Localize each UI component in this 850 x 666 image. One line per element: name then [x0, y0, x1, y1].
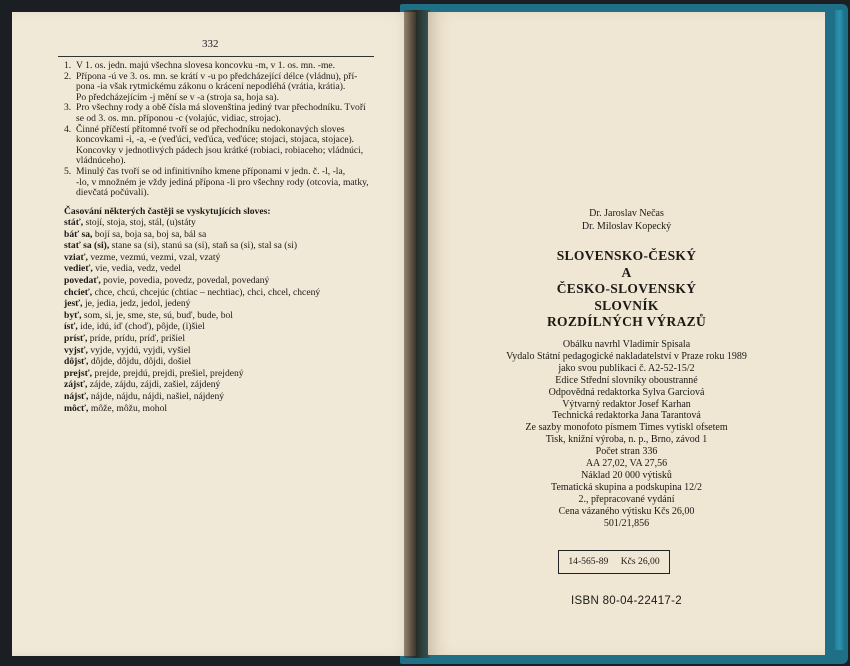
title-line: SLOVENSKO-ČESKÝ: [556, 248, 697, 263]
author-name: Dr. Jaroslav Nečas: [589, 208, 664, 219]
cover-edge: [835, 10, 845, 650]
conjugation-entry: [64, 287, 380, 299]
credit-line: 2., přepracované vydání: [578, 493, 675, 505]
conjugation-entry: [64, 298, 380, 310]
conjugation-entry: [64, 356, 380, 368]
credit-line: Počet stran 336: [595, 446, 658, 458]
note-number: 5.: [64, 165, 72, 177]
grammar-notes: [64, 61, 378, 199]
verb-infinitive: prísť,: [64, 332, 88, 344]
note-number: 4.: [64, 123, 72, 135]
grammar-note: [64, 103, 378, 124]
book-title: [428, 248, 825, 331]
conjugation-list: [64, 217, 380, 414]
credit-line: AA 27,02, VA 27,56: [585, 458, 668, 470]
conjugation-entry: [64, 263, 380, 275]
credit-line: Vydalo Státní pedagogické nakladatelství v Praze roku 1989: [506, 350, 747, 362]
grammar-note: [64, 125, 378, 167]
credit-line: jako svou publikaci č. A2-52-15/2: [558, 362, 695, 374]
verb-forms: príde, prídu, príď, prišiel: [87, 332, 185, 344]
verb-forms: prejde, prejdú, prejdi, prešiel, prejdený: [92, 367, 244, 379]
verb-infinitive: byť,: [64, 309, 82, 321]
verb-infinitive: vedieť,: [64, 263, 93, 275]
note-line: pona -ia však rytmickému zákonu o krácení nepodléhá (vrátia, krátia).: [76, 81, 346, 93]
verb-infinitive: stáť,: [64, 217, 84, 228]
credit-line: Tematická skupina a podskupina 12/2: [551, 481, 702, 493]
header-rule: [58, 56, 374, 57]
publication-credits: [428, 339, 825, 530]
verb-infinitive: dôjsť,: [64, 356, 89, 368]
verb-infinitive: jesť,: [64, 298, 83, 310]
verb-forms: vyjde, vyjdú, vyjdi, vyšiel: [87, 344, 191, 356]
title-line: ROZDÍLNÝCH VÝRAZŮ: [547, 314, 706, 329]
note-line: vládnúceho).: [76, 155, 126, 167]
grammar-note: [64, 72, 378, 104]
price: Kčs 26,00: [620, 556, 660, 567]
verb-infinitive: nájsť,: [64, 390, 89, 402]
grammar-note: [64, 167, 378, 199]
conjugation-title: Časování některých častěji se vyskytujících sloves:: [64, 206, 271, 217]
note-line: Přípona -ú ve 3. os. mn. se krátí v -u po předcházející délce (vládnu), pří-: [76, 70, 358, 82]
note-line: V 1. os. jedn. majú všechna slovesa koncovku -m, v 1. os. mn. -me.: [76, 60, 336, 71]
conjugation-entry: [64, 252, 380, 264]
credit-line: Náklad 20 000 výtisků: [581, 469, 672, 481]
right-page: [428, 12, 825, 655]
verb-infinitive: báť sa,: [64, 228, 93, 240]
verb-forms: zájde, zájdu, zájdi, zašiel, zájdený: [87, 379, 221, 391]
credit-line: Cena vázaného výtisku Kčs 26,00: [558, 505, 695, 517]
title-line: A: [621, 264, 632, 280]
credit-line: Tisk, knižní výroba, n. p., Brno, závod 1: [545, 434, 708, 446]
credit-line: 501/21,856: [603, 517, 650, 529]
conjugation-entry: [64, 379, 380, 391]
verb-forms: vie, vedia, vedz, vedel: [92, 263, 181, 275]
verb-forms: dôjde, dôjdu, dôjdi, došiel: [88, 356, 192, 368]
credit-line: Technická redaktorka Jana Tarantová: [552, 410, 701, 422]
catalog-code: 14-565-89: [568, 556, 609, 567]
verb-forms: stane sa (si), stanú sa (si), staň sa (si), stal sa (si): [109, 240, 298, 252]
conjugation-entry: [64, 368, 380, 380]
conjugation-entry: [64, 240, 380, 252]
note-line: Činné příčestí přítomné tvoří se od přechodníku nedokonavých sloves: [76, 123, 345, 135]
verb-infinitive: povedať,: [64, 274, 101, 286]
verb-infinitive: stať sa (si),: [64, 240, 110, 252]
verb-infinitive: vyjsť,: [64, 344, 88, 356]
grammar-note: [64, 61, 378, 72]
page-number: 332: [202, 38, 219, 50]
author-name: Dr. Miloslav Kopecký: [581, 221, 672, 232]
note-line: Pro všechny rody a obě čísla má slovenština jediný tvar přechodníku. Tvoří: [76, 102, 366, 114]
verb-infinitive: ísť,: [64, 321, 78, 333]
title-line: SLOVNÍK: [594, 297, 659, 313]
conjugation-entry: [64, 229, 380, 241]
note-number: 3.: [64, 102, 72, 114]
note-line: Koncovky v jednotlivých pádech jsou krátké (robiaci, robiaceho; vládnúci,: [76, 144, 364, 156]
verb-forms: som, si, je, sme, ste, sú, buď, bude, bol: [81, 309, 233, 321]
conjugation-entry: [64, 310, 380, 322]
verb-infinitive: chcieť,: [64, 286, 93, 298]
verb-forms: bojí sa, boja sa, boj sa, bál sa: [92, 228, 207, 240]
note-line: koncovkami -i, -a, -e (veďúci, veďúca, veďúce; stojaci, stojaca, stojace).: [76, 134, 355, 146]
note-line: -lo, v množném je vždy jediná přípona -li pro všechny rody (otcovia, matky,: [76, 176, 369, 188]
credit-line: Obálku navrhl Vladimír Spisala: [562, 339, 691, 350]
note-number: 1.: [64, 60, 72, 71]
conjugation-entry: [64, 275, 380, 287]
note-number: 2.: [64, 70, 72, 82]
conjugation-entry: [64, 321, 380, 333]
credit-line: Výtvarný redaktor Josef Karhan: [562, 398, 691, 410]
credit-line: Odpovědná redaktorka Sylva Garciová: [548, 386, 705, 398]
note-line: se od 3. os. mn. příponou -c (volajúc, vidiac, strojac).: [76, 112, 281, 124]
conjugation-entry: [64, 217, 380, 229]
conjugation-entry: [64, 403, 380, 415]
verb-forms: je, jedia, jedz, jedol, jedený: [82, 298, 191, 310]
book-spine: [404, 10, 430, 658]
conjugation-entry: [64, 345, 380, 357]
verb-infinitive: môcť,: [64, 402, 89, 414]
authors: [428, 207, 825, 233]
price-box: [558, 550, 670, 574]
conjugation-entry: [64, 391, 380, 403]
verb-forms: vezme, vezmú, vezmi, vzal, vzatý: [87, 251, 221, 263]
left-page: [12, 12, 416, 656]
note-line: dievčatá počúvali).: [76, 187, 149, 199]
credit-line: Edice Střední slovníky oboustranné: [555, 374, 698, 386]
isbn: ISBN 80-04-22417-2: [571, 595, 682, 607]
credit-line: Ze sazby monofoto písmem Times vytiskl ofsetem: [525, 422, 728, 434]
verb-forms: nájde, nájdu, nájdi, našiel, nájdený: [88, 390, 225, 402]
verb-infinitive: zájsť,: [64, 379, 88, 391]
verb-forms: stojí, stoja, stoj, stál, (u)státy: [83, 217, 196, 228]
note-line: Po předcházejícím -j mění se v -a (stroja sa, hoja sa).: [76, 91, 279, 103]
title-line: ČESKO-SLOVENSKÝ: [556, 281, 697, 296]
conjugation-entry: [64, 333, 380, 345]
verb-forms: povie, povedia, povedz, povedal, povedaný: [100, 274, 270, 286]
verb-forms: môže, môžu, mohol: [88, 402, 168, 414]
verb-infinitive: vziať,: [64, 251, 88, 263]
verb-forms: chce, chcú, chcejúc (chtiac – nechtiac), chci, chcel, chcený: [92, 286, 321, 298]
verb-infinitive: prejsť,: [64, 367, 93, 379]
note-line: Minulý čas tvoří se od infinitivního kmene příponami v jedn. č. -l, -la,: [76, 165, 346, 177]
verb-forms: ide, idú, iď (choď), pôjde, (i)šiel: [77, 321, 205, 333]
